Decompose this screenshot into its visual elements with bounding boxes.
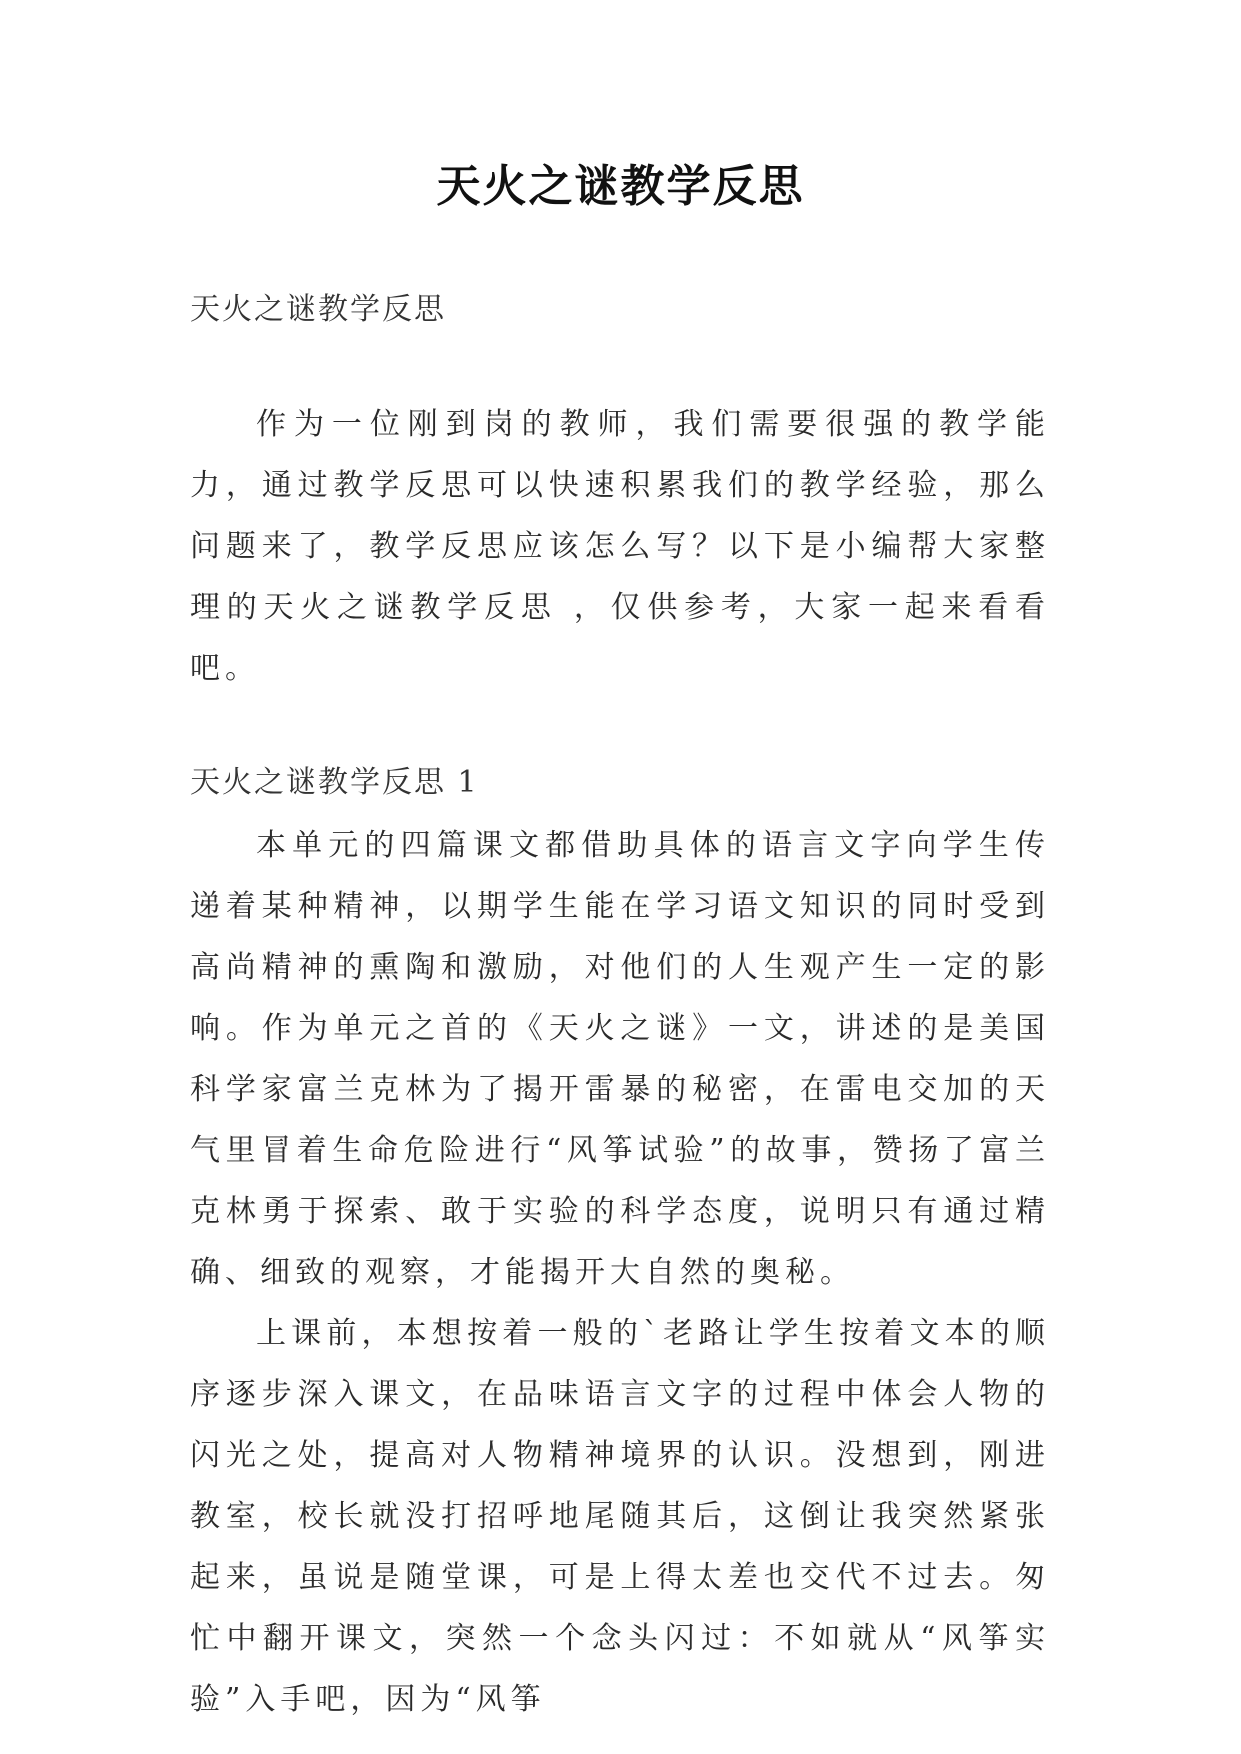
intro-paragraph: 作为一位刚到岗的教师，我们需要很强的教学能力，通过教学反思可以快速积累我们的教学经验，那么问题来了，教学反思应该怎么写？以下是小编帮大家整理的天火之谜教学反思 ，仅供参考，大家一起来看看吧。 bbox=[190, 407, 1050, 686]
section-heading: 天火之谜教学反思 1 bbox=[190, 765, 479, 800]
document-subtitle: 天火之谜教学反思 bbox=[190, 292, 446, 327]
body-paragraph: 上课前，本想按着一般的`老路让学生按着文本的顺序逐步深入课文，在品味语言文字的过程中体会人物的闪光之处，提高对人物精神境界的认识。没想到，刚进教室，校长就没打招呼地尾随其后，这倒让我突然紧张起来，虽说是随堂课，可是上得太差也交代不过去。匆忙中翻开课文，突然一个念头闪过：不如就从“风筝实验”入手吧，因为“风筝 bbox=[190, 1316, 1050, 1717]
document-title: 天火之谜教学反思 bbox=[436, 161, 805, 212]
document-body bbox=[190, 290, 1050, 1730]
body-paragraph: 本单元的四篇课文都借助具体的语言文字向学生传递着某种精神，以期学生能在学习语文知识的同时受到高尚精神的熏陶和激励，对他们的人生观产生一定的影响。作为单元之首的《天火之谜》一文，讲述的是美国科学家富兰克林为了揭开雷暴的秘密，在雷电交加的天气里冒着生命危险进行“风筝试验”的故事，赞扬了富兰克林勇于探索、敢于实验的科学态度，说明只有通过精确、细致的观察，才能揭开大自然的奥秘。 bbox=[190, 828, 1050, 1290]
